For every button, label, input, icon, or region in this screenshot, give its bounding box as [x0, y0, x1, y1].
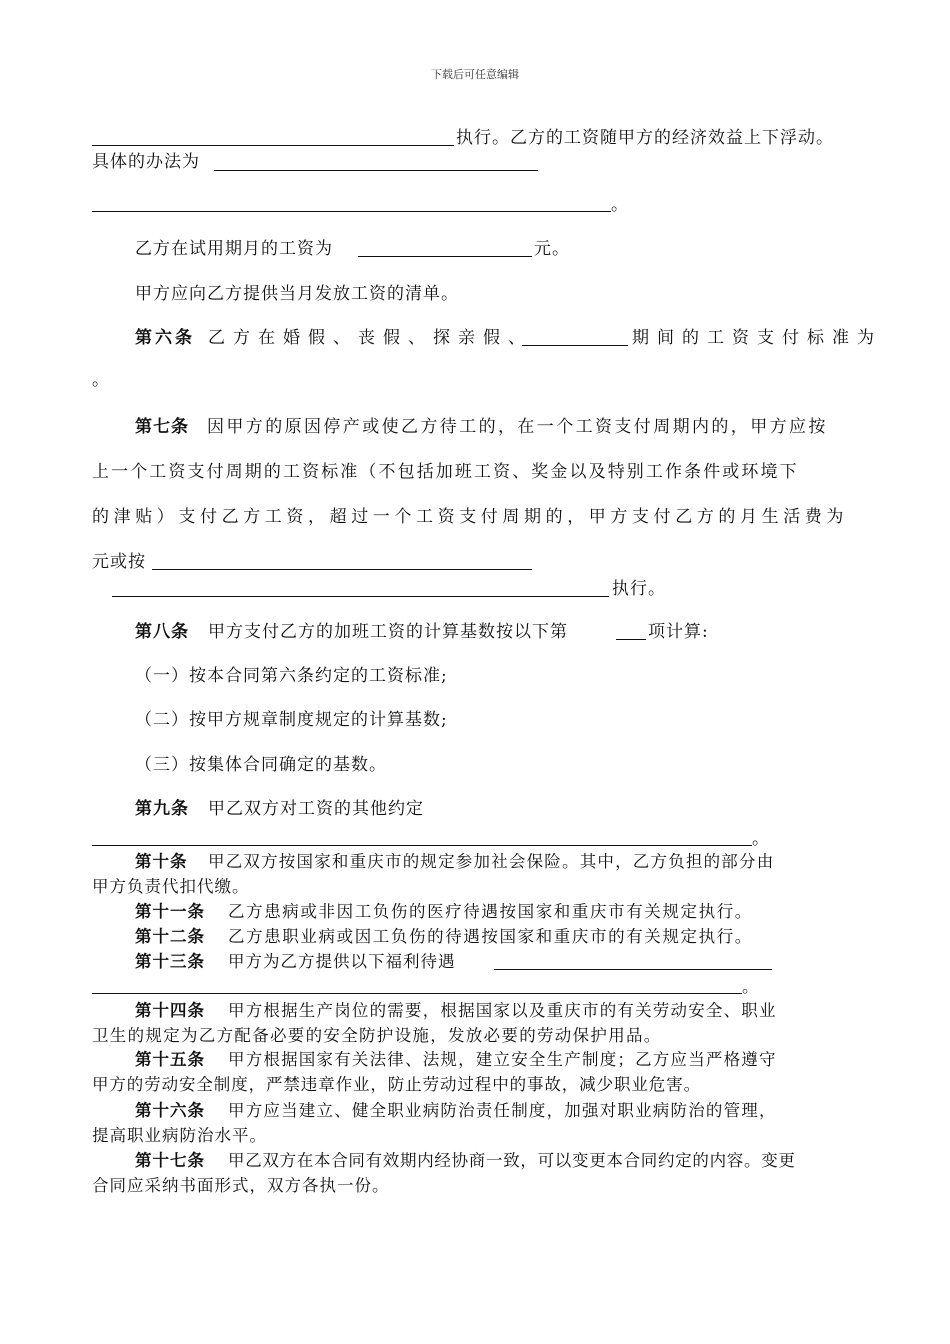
article-text: 甲乙双方按国家和重庆市的规定参加社会保险。其中，乙方负担的部分由: [208, 852, 775, 871]
article-text: 项计算:: [648, 622, 709, 642]
payslip-text: 甲方应向乙方提供当月发放工资的清单。: [135, 284, 459, 304]
list-item: （一）按本合同第六条约定的工资标准;: [135, 666, 448, 686]
article-title: 第十条: [135, 852, 188, 871]
article-text: 乙方患职业病或因工负伤的待遇按国家和重庆市的有关规定执行。: [228, 927, 753, 946]
probation-wage-unit: 元。: [534, 239, 570, 259]
article-text: 上一个工资支付周期的工资标准（不包括加班工资、奖金以及特别工作条件或环境下: [92, 462, 799, 482]
article-text: 甲乙双方在本合同有效期内经协商一致，可以变更本合同约定的内容。变更: [228, 1151, 796, 1170]
article-end: 。: [742, 977, 759, 996]
blank-line: [92, 845, 752, 846]
article-end: 。: [92, 370, 109, 390]
blank-line: [522, 345, 628, 346]
article-title: 第十三条: [135, 952, 205, 971]
article-title: 第十五条: [135, 1050, 205, 1069]
article-text: 元或按: [92, 552, 146, 572]
wage-method-label: 具体的办法为: [92, 152, 200, 172]
blank-line: [616, 639, 646, 640]
article-title: 第十六条: [135, 1101, 205, 1120]
article-text: 乙方在婚假、丧假、探亲假、: [208, 328, 533, 348]
article-text: 执行。: [612, 579, 666, 599]
article-text: 期间的工资支付标准为: [632, 328, 882, 348]
blank-line: [92, 211, 611, 212]
probation-wage-label: 乙方在试用期月的工资为: [135, 239, 333, 259]
wage-line-end: 。: [611, 195, 628, 215]
blank-line: [358, 256, 532, 257]
blank-line: [112, 596, 609, 597]
article-title: 第十二条: [135, 927, 205, 946]
article-end: 。: [752, 829, 769, 849]
article-text: 甲方为乙方提供以下福利待遇: [228, 952, 456, 971]
blank-line: [92, 993, 742, 994]
article-text: 因甲方的原因停产或使乙方待工的，在一个工资支付周期内的，甲方应按: [207, 417, 828, 437]
article-title: 第七条: [135, 417, 189, 437]
article-text: 甲乙双方对工资的其他约定: [208, 799, 424, 819]
article-text: 的津贴）支付乙方工资，超过一个工资支付周期的，甲方支付乙方的月生活费为: [92, 507, 848, 527]
article-text: 合同应采纳书面形式，双方各执一份。: [92, 1176, 390, 1195]
article-text: 甲方根据生产岗位的需要，根据国家以及重庆市的有关劳动安全、职业: [228, 1001, 777, 1020]
article-text: 卫生的规定为乙方配备必要的安全防护设施，发放必要的劳动保护用品。: [92, 1026, 662, 1045]
article-title: 第十一条: [135, 902, 205, 921]
article-text: 甲方根据国家有关法律、法规，建立安全生产制度；乙方应当严格遵守: [228, 1050, 777, 1069]
article-text: 甲方支付乙方的加班工资的计算基数按以下第: [208, 622, 568, 642]
article-title: 第十四条: [135, 1001, 205, 1020]
page-header: 下载后可任意编辑: [431, 68, 519, 81]
article-text: 甲方负责代扣代缴。: [92, 877, 250, 896]
article-title: 第六条: [135, 328, 195, 348]
list-item: （二）按甲方规章制度规定的计算基数;: [135, 710, 448, 730]
article-text: 提高职业病防治水平。: [92, 1126, 267, 1145]
list-item: （三）按集体合同确定的基数。: [135, 755, 387, 775]
article-text: 甲方的劳动安全制度，严禁违章作业，防止劳动过程中的事故，减少职业危害。: [92, 1075, 701, 1094]
blank-line: [214, 170, 538, 171]
article-text: 乙方患病或非因工负伤的医疗待遇按国家和重庆市有关规定执行。: [228, 902, 753, 921]
article-title: 第八条: [135, 622, 189, 642]
article-title: 第九条: [135, 799, 189, 819]
article-title: 第十七条: [135, 1151, 205, 1170]
blank-line: [494, 969, 772, 970]
blank-line: [152, 569, 532, 570]
wage-line-1: 执行。乙方的工资随甲方的经济效益上下浮动。: [456, 128, 834, 148]
blank-line: [92, 145, 454, 146]
article-text: 甲方应当建立、健全职业病防治责任制度，加强对职业病防治的管理，: [228, 1101, 777, 1120]
